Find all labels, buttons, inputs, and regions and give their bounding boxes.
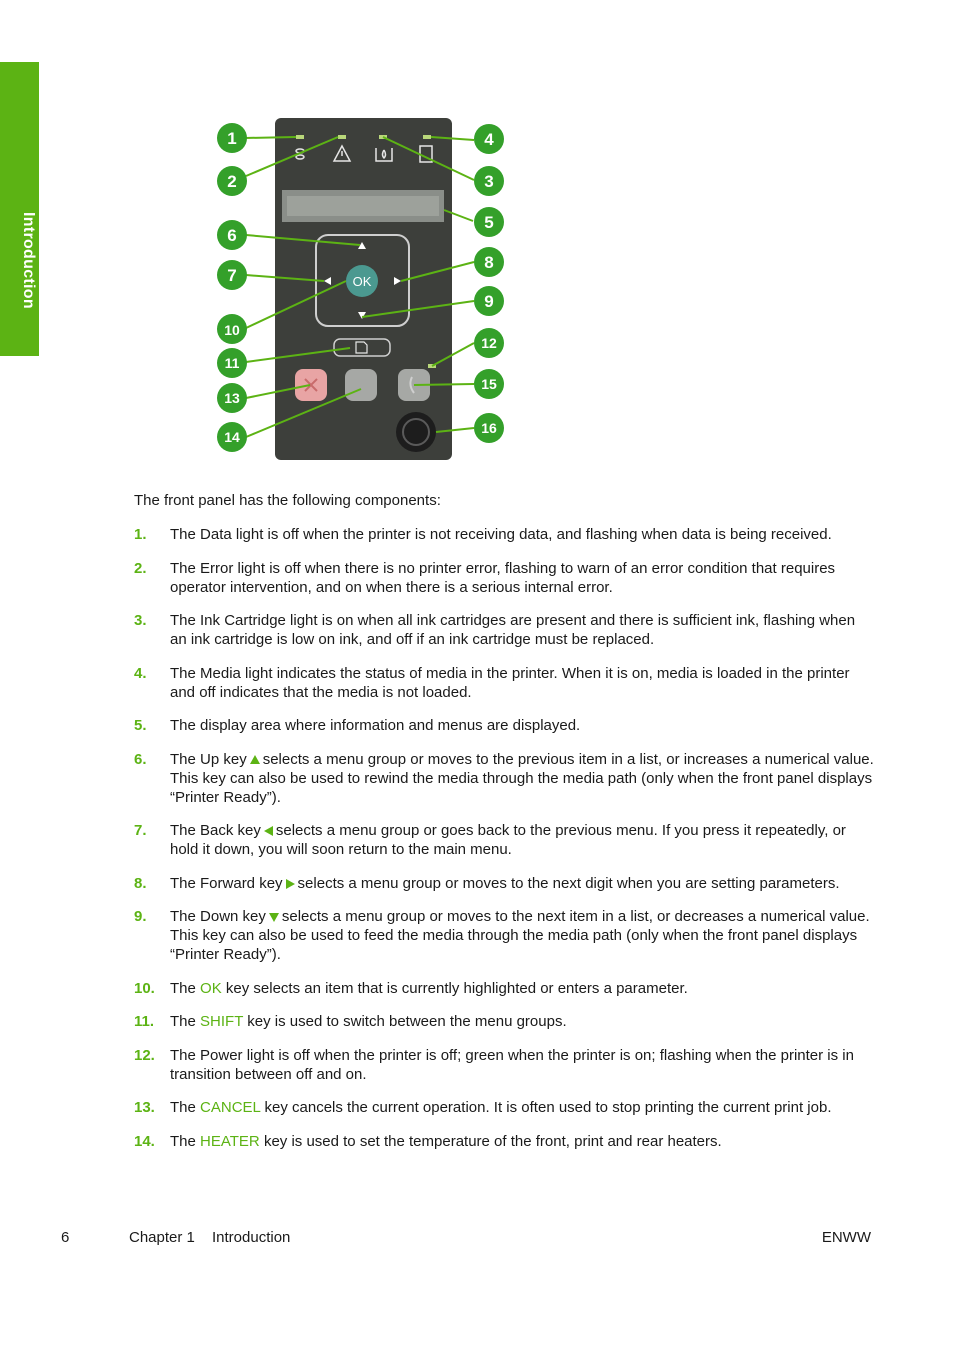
item-text-post: key is used to set the temperature of the front, print and rear heaters. (263, 1132, 722, 1150)
up-arrow-icon (250, 755, 260, 764)
item-number: 4. (134, 664, 147, 682)
list-item (134, 979, 874, 998)
item-text: The Power light is off when the printer is off; green when the printer is on; flashing when the printer is in transition between off and on. (170, 1046, 854, 1083)
item-text-post: key is used to switch between the menu groups. (247, 1013, 567, 1030)
item-number: 1. (134, 526, 147, 543)
item-text-post: key cancels the current operation. It is often used to stop printing the current print job. (264, 1099, 832, 1116)
keyword-shift: SHIFT (200, 1013, 244, 1030)
svg-text:1: 1 (227, 129, 237, 148)
item-text-pre: The Back key (170, 822, 261, 839)
item-number: 11. (134, 1013, 155, 1030)
svg-text:11: 11 (224, 355, 240, 371)
list-item (134, 1098, 874, 1117)
chapter-label: Chapter 1 (129, 1229, 195, 1246)
list-item (134, 821, 874, 859)
list-item (134, 525, 874, 544)
media-light (423, 135, 431, 139)
callout-badge (217, 422, 247, 452)
item-text: The Media light indicates the status of media in the printer. When it is on, media is loaded in the printer and off indicates that the media is not loaded. (170, 664, 850, 701)
item-text-pre: The (170, 1099, 196, 1116)
item-text-post: selects a menu group or moves to the next item in a list, or decreases a numerical value. This key can also be used to feed the media through the media path (only when the front panel displays “Printer Ready”). (170, 908, 870, 963)
error-light (338, 135, 346, 139)
component-list (134, 525, 874, 1165)
ok-key-label: OK (352, 274, 372, 289)
keyword-heater: HEATER (200, 1132, 260, 1150)
front-panel-figure (150, 110, 590, 470)
svg-text:2: 2 (227, 172, 237, 191)
callout-badge (217, 260, 247, 290)
item-text-post: selects a menu group or moves to the next digit when you are setting parameters. (297, 874, 840, 892)
callout-badge (217, 383, 247, 413)
item-text: The Ink Cartridge light is on when all ink cartridges are present and there is sufficient ink, flashing when an ink cartridge is low on ink, and off if an ink cartridge must be replaced. (170, 612, 856, 648)
callout-badge (474, 286, 504, 316)
item-text-post: selects a menu group or moves to the previous item in a list, or increases a numerical value. This key can also be used to rewind the media through the media path (only when the front panel displays “Printer Ready”). (170, 750, 874, 806)
list-item (134, 1012, 874, 1031)
item-number: 12. (134, 1046, 155, 1064)
data-light (296, 135, 304, 139)
list-item (134, 874, 874, 893)
svg-text:12: 12 (481, 335, 497, 351)
svg-text:5: 5 (484, 213, 494, 232)
svg-text:6: 6 (227, 226, 237, 245)
item-number: 13. (134, 1099, 155, 1116)
list-item (134, 750, 874, 807)
svg-text:10: 10 (224, 322, 240, 338)
list-item (134, 559, 874, 597)
item-text: The Error light is off when there is no printer error, flashing to warn of an error condition that requires operator intervention, and on when there is a serious internal error. (170, 559, 836, 596)
svg-text:14: 14 (224, 429, 240, 445)
display-screen (287, 196, 439, 216)
item-text-pre: The (170, 1132, 196, 1150)
item-number: 7. (134, 822, 147, 839)
callout-badge (474, 207, 504, 237)
item-number: 5. (134, 717, 147, 734)
item-text-pre: The Forward key (170, 874, 283, 892)
item-text: The display area where information and menus are displayed. (170, 717, 581, 734)
svg-text:13: 13 (224, 390, 240, 406)
item-number: 10. (134, 979, 155, 997)
doc-code: ENWW (821, 1229, 871, 1246)
side-tab-label: Introduction (20, 212, 37, 309)
list-item (134, 907, 874, 964)
item-number: 6. (134, 750, 147, 768)
left-arrow-icon (264, 826, 273, 836)
svg-text:8: 8 (484, 253, 494, 272)
chapter-title: Introduction (212, 1229, 291, 1246)
list-item (134, 1132, 874, 1151)
item-text-post: selects a menu group or goes back to the previous menu. If you press it repeatedly, or hold it down, you will soon return to the main menu. (170, 822, 846, 858)
callout-badge (217, 314, 247, 344)
list-item (134, 611, 874, 649)
keyword-cancel: CANCEL (200, 1099, 261, 1116)
callout-badge (474, 247, 504, 277)
heater-key[interactable] (345, 369, 377, 401)
callout-badge (217, 166, 247, 196)
page-number: 6 (61, 1229, 70, 1246)
item-number: 8. (134, 874, 147, 892)
item-text: The Data light is off when the printer is not receiving data, and flashing when data is being received. (170, 526, 832, 543)
list-item (134, 1046, 874, 1084)
item-text-pre: The (170, 979, 196, 997)
chapter-side-tab (0, 62, 39, 356)
item-number: 9. (134, 908, 147, 925)
svg-text:4: 4 (484, 130, 494, 149)
callout-badge (474, 166, 504, 196)
item-text-pre: The (170, 1013, 196, 1030)
callout-badge (474, 369, 504, 399)
item-number: 14. (134, 1132, 155, 1150)
intro-text: The front panel has the following components: (134, 492, 441, 509)
item-number: 3. (134, 612, 147, 629)
callout-badge (474, 124, 504, 154)
item-text-pre: The Down key (170, 908, 266, 925)
svg-text:9: 9 (484, 292, 494, 311)
callout-badge (217, 220, 247, 250)
right-arrow-icon (286, 879, 295, 889)
callout-badge (217, 348, 247, 378)
svg-text:7: 7 (227, 266, 237, 285)
list-item (134, 716, 874, 735)
down-arrow-icon (269, 913, 279, 922)
callout-badge (474, 413, 504, 443)
svg-text:16: 16 (481, 420, 497, 436)
keyword-ok: OK (200, 979, 222, 997)
item-number: 2. (134, 559, 147, 577)
item-text-pre: The Up key (170, 750, 247, 768)
svg-text:15: 15 (481, 376, 497, 392)
callout-badge (217, 123, 247, 153)
list-item (134, 664, 874, 702)
item-text-post: key selects an item that is currently highlighted or enters a parameter. (225, 979, 688, 997)
callout-badge (474, 328, 504, 358)
svg-text:3: 3 (484, 172, 494, 191)
